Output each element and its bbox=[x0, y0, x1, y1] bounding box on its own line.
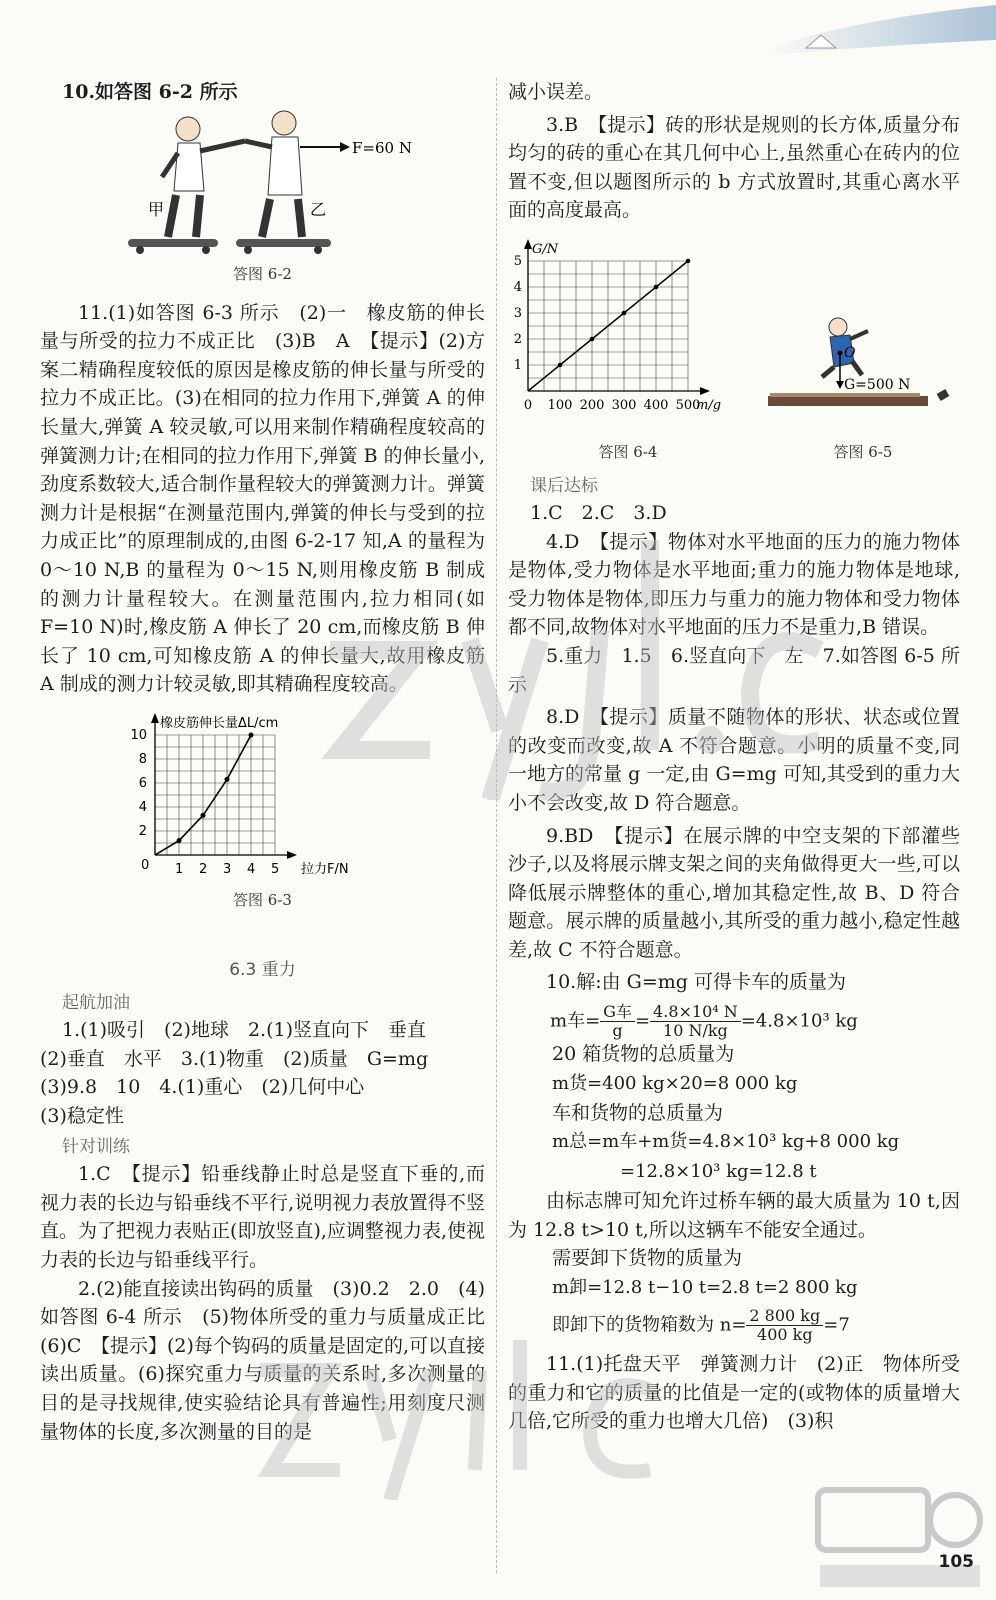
label-jia: 甲 bbox=[148, 199, 165, 219]
q10-text: 10.如答图 6-2 所示 bbox=[62, 81, 238, 103]
x-axis-arrow bbox=[700, 387, 710, 395]
eq-boxes: 即卸下的货物箱数为 n= $\frac{2 800 kg}{400 kg}$ =7 bbox=[552, 1306, 850, 1345]
x-tick-label: 1 bbox=[175, 861, 184, 877]
h11-text: 11.(1)托盘天平 弹簧测力计 (2)正 物体所受的重力和它的质量的比值是一定的(或物体的质量增大几倍,它所受的重力也增大几倍) (3)积 bbox=[508, 1353, 960, 1433]
qihang-line-3: (3)9.8 10 4.(1)重心 (2)几何中心 bbox=[40, 1076, 365, 1099]
caption-6-4: 答图 6-4 bbox=[598, 442, 658, 461]
data-point bbox=[558, 363, 563, 368]
y-tick-label: 8 bbox=[138, 751, 147, 767]
section-title: 6.3 重力 bbox=[229, 959, 296, 980]
x-axis-label: 拉力F/N bbox=[301, 861, 349, 877]
q11-text: 11.(1)如答图 6-3 所示 (2)一 橡皮筋的伸长量与所受的拉力不成正比 (3)B A 【提示】(2)方案二精确程度较低的原因是橡皮筋的伸长量与所受的拉力不成正比。(3)在相同的拉力作用下,弹簧 A 的伸长量大,弹簧 A 较灵敏,可以用来制作精确程度较高的弹簧测力计;在相同的拉力作用下,弹簧 B 的伸长量小,劲度系数较大,适合制作量程较大的弹簧测力计。弹簧测力计是根据“在测量范围内,弹簧的伸长与受到的拉力成正比”的原理制成的,由图 6-2-17 知,A 的量程为 0～10 N,B 的量程为 0～15 N,则用橡皮筋 B 制成的测力计量程较大。在测量范围内,拉力相同(如 F=10 N)时,橡皮筋 A 伸长了 20 cm,而橡皮筋 B 伸长了 10 cm,可知橡皮筋 A 的伸长量大,故用橡皮筋 A 制成的测力计较灵敏,即其精确程度较高。 bbox=[40, 301, 485, 696]
eq-truck-mass: m车= $\frac{\text{G车}}{g}$ = $\frac{\text{4.8×10⁴ N}}{10 N/kg}$ =4.8×10³ kg bbox=[550, 1002, 858, 1041]
x-tick-label: 400 bbox=[643, 397, 669, 413]
figure-6-2 bbox=[40, 107, 485, 257]
header-book-decoration bbox=[766, 0, 996, 70]
y-tick-label: 2 bbox=[513, 331, 522, 347]
data-point bbox=[590, 337, 595, 342]
y-tick-label: 2 bbox=[138, 823, 147, 839]
caption-6-5: 答图 6-5 bbox=[833, 442, 893, 461]
eq-cargo: m货=400 kg×20=8 000 kg bbox=[552, 1072, 798, 1094]
y-axis-label: 橡皮筋伸长量ΔL/cm bbox=[160, 715, 279, 731]
figure-6-5 bbox=[758, 301, 958, 431]
x-tick-label: 100 bbox=[547, 397, 573, 413]
zd1-text: 1.C 【提示】铅垂线静止时总是竖直下垂的,而视力表的长边与铅垂线不平行,说明视力表放置得不竖直。为了把视力表贴正(即放竖直),应调整视力表,使视力表的长边与铅垂线平行。 bbox=[40, 1163, 485, 1272]
zd2-text: 2.(2)能直接读出钩码的质量 (3)0.2 2.0 (4)如答图 6-4 所示 (5)物体所受的重力与质量成正比 (6)C 【提示】(2)每个钩码的质量是固定的,可以直接读出质量。(6)探究重力与质量的关系时,多次测量的目的是寻找规律,使实验结论具有普遍性;用刻度尺测量物体的长度,多次测量的目的是 bbox=[40, 1277, 505, 1443]
y-tick-label: 1 bbox=[513, 357, 522, 373]
page-number: 105 bbox=[938, 1552, 974, 1572]
x-tick-label: 0 bbox=[523, 397, 533, 413]
t-limit: 由标志牌可知允许过桥车辆的最大质量为 10 t,因为 12.8 t>10 t,所以这辆车不能安全通过。 bbox=[508, 1190, 960, 1241]
label-g: G=500 N bbox=[844, 376, 911, 393]
x-tick-label: 500 bbox=[675, 397, 701, 413]
watermark-stamp-mxqe bbox=[810, 1480, 990, 1600]
h10-intro: 10.解:由 G=mg 可得卡车的质量为 bbox=[546, 971, 846, 994]
y-tick-label: 5 bbox=[513, 253, 522, 269]
subhead-kehou: 课后达标 bbox=[530, 475, 598, 496]
eq-unload: m卸=12.8 t−10 t=2.8 t=2 800 kg bbox=[552, 1277, 858, 1299]
right-column bbox=[508, 78, 960, 1436]
x-tick-label: 3 bbox=[223, 861, 232, 877]
y-tick-label: 6 bbox=[138, 775, 147, 791]
x-tick-label: 300 bbox=[611, 397, 637, 413]
origin-label: 0 bbox=[141, 857, 150, 873]
h1-text: 1.C 2.C 3.D bbox=[530, 501, 667, 524]
t-total: 车和货物的总质量为 bbox=[552, 1101, 724, 1124]
column-divider bbox=[496, 78, 497, 1573]
data-point bbox=[622, 311, 627, 316]
t20: 20 箱货物的总质量为 bbox=[552, 1043, 735, 1066]
chart-6-3 bbox=[40, 705, 485, 883]
x-tick-label: 2 bbox=[199, 861, 208, 877]
qihang-line-2: (2)垂直 水平 3.(1)物重 (2)质量 G=mg bbox=[40, 1047, 429, 1070]
y-axis-arrow bbox=[524, 239, 532, 249]
y-tick-label: 10 bbox=[130, 727, 147, 743]
data-point bbox=[201, 813, 206, 818]
athlete-head bbox=[829, 318, 847, 336]
h5-text: 5.重力 1.5 6.竖直向下 左 7.如答图 6-5 所示 bbox=[508, 644, 960, 696]
caption-6-2: 答图 6-2 bbox=[233, 264, 292, 283]
h9-text: 9.BD 【提示】在展示牌的中空支架的下部灌些沙子,以及将展示牌支架之间的夹角做得更大一些,可以降低展示牌整体的重心,增加其稳定性,故 B、D 符合题意。展示牌的质量越小,其所受的重力越小,稳定性越差,故 C 不符合题意。 bbox=[508, 824, 960, 961]
x-tick-label: 5 bbox=[271, 861, 280, 877]
y-tick-label: 4 bbox=[513, 279, 522, 295]
qihang-line-1: 1.(1)吸引 (2)地球 2.(1)竖直向下 垂直 bbox=[62, 1018, 426, 1041]
y-axis-arrow bbox=[151, 713, 159, 723]
y-tick-label: 3 bbox=[513, 305, 522, 321]
eq-total-1: m总=m车+m货=4.8×10³ kg+8 000 kg bbox=[552, 1131, 900, 1153]
label-o: O bbox=[844, 344, 856, 361]
x-axis-arrow bbox=[287, 851, 297, 859]
t-unload: 需要卸下货物的质量为 bbox=[552, 1247, 743, 1270]
h4-text: 4.D 【提示】物体对水平地面的压力的施力物体是物体,受力物体是水平地面;重力的施力物体是地球,受力物体是物体,即压力与重力的施力物体和受力物体都不同,故物体对水平地面的压力不是重力,B 错误。 bbox=[508, 530, 960, 639]
data-point bbox=[225, 777, 230, 782]
qihang-line-4: (3)稳定性 bbox=[40, 1104, 124, 1127]
y-axis-label: G/N bbox=[532, 241, 559, 257]
left-column bbox=[40, 78, 505, 1446]
data-point bbox=[654, 285, 659, 290]
chart-6-4 bbox=[508, 231, 748, 436]
y-tick-label: 4 bbox=[138, 799, 147, 815]
caption-6-3: 答图 6-3 bbox=[233, 890, 292, 909]
label-yi: 乙 bbox=[310, 199, 327, 219]
x-tick-label: 4 bbox=[247, 861, 256, 877]
data-point bbox=[177, 838, 182, 843]
person-yi-head bbox=[272, 111, 296, 135]
data-point bbox=[249, 732, 254, 737]
person-jia-head bbox=[176, 117, 200, 141]
h8-text: 8.D 【提示】质量不随物体的形状、状态或位置的改变而改变,故 A 不符合题意。小明的质量不变,同一地方的常量 g 一定,由 G=mg 可知,其受到的重力大小不会改变,故 D 符合题意。 bbox=[508, 706, 960, 814]
subhead-zhendui: 针对训练 bbox=[62, 1137, 130, 1158]
x-axis-label: m/g bbox=[696, 397, 722, 413]
data-point bbox=[686, 259, 691, 264]
force-label: F=60 N bbox=[352, 138, 412, 157]
figures-row bbox=[508, 231, 960, 469]
r-q3-text: 3.B 【提示】砖的形状是规则的长方体,质量分布均匀的砖的重心在其几何中心上,虽然重心在砖内的位置不变,但以题图所示的 b 方式放置时,其重心离水平面的高度最高。 bbox=[508, 113, 960, 222]
eq-total-2: =12.8×10³ kg=12.8 t bbox=[620, 1161, 817, 1183]
subhead-qihang: 起航加油 bbox=[62, 992, 130, 1013]
cont-text: 减小误差。 bbox=[508, 81, 604, 103]
x-tick-label: 200 bbox=[579, 397, 605, 413]
